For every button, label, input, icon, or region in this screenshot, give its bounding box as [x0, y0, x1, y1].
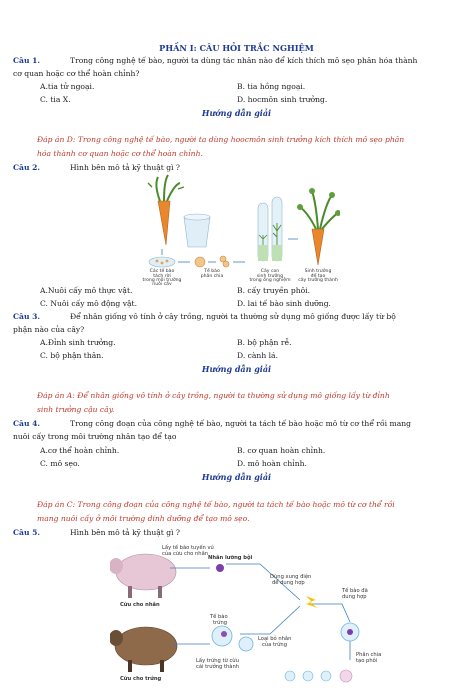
q4-option-c: C. mô sẹo.	[40, 459, 80, 468]
q1-text-line2: cơ quan hoặc cơ thể hoàn chỉnh?	[13, 69, 140, 78]
q1-answer-line1: Đáp án D: Trong công nghệ tế bào, người ta dùng hoocmôn sinh trưởng kích thích mô sẹo phân	[37, 135, 405, 144]
fig5-label-8: Cừu cho nhân	[120, 602, 160, 608]
fig5-label-14: tạo phôi	[356, 658, 378, 664]
q5-number: Câu 5.	[13, 528, 41, 537]
q3-guide-heading: Hướng dẫn giải	[201, 364, 272, 374]
q4-guide-heading: Hướng dẫn giải	[201, 472, 272, 482]
q3-text-line1: Để nhân giống vô tính ở cây trồng, người ta thường sử dụng mô giống được lấy từ bộ	[70, 312, 396, 321]
fig5-label-16: cái trưởng thành	[196, 664, 240, 670]
culture-dish-illustration	[184, 214, 210, 247]
fig2-caption-9: trong ống nghiệm	[249, 278, 291, 283]
test-tube-illustration	[258, 197, 282, 261]
fig2-caption-4: nuôi cấy	[152, 282, 172, 285]
nucleus-donor-sheep-illustration	[110, 554, 176, 598]
q2-option-a: A.Nuôi cấy mô thực vật.	[40, 286, 133, 295]
q3-option-d: D. cành lá.	[237, 351, 278, 360]
q3-number: Câu 3.	[13, 312, 41, 321]
egg-donor-sheep-illustration	[110, 627, 177, 672]
q3-answer-line2: sinh trưởng cậu cây.	[37, 405, 115, 414]
mature-carrot-plant-illustration	[297, 188, 340, 265]
fig5-label-10: trứng	[213, 620, 228, 626]
fig5-label-15: Lấy trứng từ cừu	[196, 658, 239, 664]
q4-option-a: A.cơ thể hoàn chỉnh.	[40, 446, 120, 455]
q2-option-c: C. Nuôi cấy mô động vật.	[40, 299, 137, 308]
fig5-label-3: Nhân lưỡng bội	[208, 555, 253, 561]
embryo-cells-illustration	[285, 670, 352, 682]
dividing-cells-illustration	[195, 256, 245, 267]
egg-cell-illustration	[212, 626, 253, 651]
fig5-label-12: của trứng	[262, 642, 288, 648]
q4-text-line2: nuôi cấy trong môi trường nhân tạo để tạo	[13, 432, 177, 441]
fig2-caption-12: cây trưởng thành	[298, 278, 338, 283]
q2-text: Hình bên mô tả kỹ thuật gì ?	[70, 163, 180, 172]
electric-pulse-icon	[306, 596, 318, 608]
q1-number: Câu 1.	[13, 56, 41, 65]
q4-answer-line2: mang nuôi cấy ở môi trường dinh dưỡng để tạo mô sẹo.	[37, 514, 250, 523]
q2-option-b: B. cấy truyền phôi.	[237, 286, 311, 295]
q4-option-b: B. cơ quan hoàn chỉnh.	[237, 446, 326, 455]
q1-guide-heading: Hướng dẫn giải	[201, 108, 272, 118]
q3-option-b: B. bộ phận rễ.	[237, 338, 292, 347]
fig2-caption-10: Sinh trưởng	[304, 269, 332, 274]
carrot-illustration	[148, 175, 184, 245]
fig2-caption-6: phân chia	[200, 274, 224, 279]
q4-option-d: D. mô hoàn chỉnh.	[237, 459, 307, 468]
fig2-caption-3: trong môi trường	[142, 278, 182, 283]
fig5-label-1: Lấy tế bào tuyến vú	[162, 545, 214, 551]
q2-option-d: D. lai tế bào sinh dưỡng.	[237, 299, 331, 308]
q3-option-c: C. bộ phận thân.	[40, 351, 104, 360]
fig5-label-13: Phân chia	[356, 652, 382, 658]
fig2-caption-2: tách rời	[153, 274, 171, 279]
fig5-label-6: Tế bào đã	[342, 588, 368, 594]
fig5-label-2: của cừu cho nhân	[162, 551, 209, 557]
q1-text-line1: Trong công nghệ tế bào, người ta dùng tác nhân nào để kích thích mô sẹo phân hóa thành	[70, 56, 418, 65]
q1-option-c: C. tia X.	[40, 95, 71, 104]
q1-answer-line2: hóa thành cơ quan hoặc cơ thể hoàn chỉnh.	[37, 149, 203, 158]
fig2-caption-5: Tế bào	[204, 269, 220, 274]
q4-answer-line1: Đáp án C: Trong công đoạn của công nghệ tế bào, người ta tách tế bào hoặc mô từ cơ thể rồi	[37, 500, 395, 509]
fig2-caption-1: Các tế bào	[149, 269, 175, 274]
cell-suspension-illustration	[149, 249, 175, 267]
q1-option-d: D. hocmôn sinh trưởng.	[237, 95, 328, 104]
q5-text: Hình bên mô tả kỹ thuật gì ?	[70, 528, 180, 537]
fig5-label-17: Cừu cho trứng	[120, 676, 162, 682]
nucleus-cell-illustration	[216, 564, 224, 572]
fig2-caption-7: Cây con	[260, 269, 280, 274]
q2-number: Câu 2.	[13, 163, 41, 172]
q3-answer-line1: Đáp án A: Để nhân giống vô tính ở cây trồng, người ta thường sử dụng mô giống lấy từ đỉnh	[37, 391, 390, 400]
fig2-caption-11: để tạo	[310, 274, 326, 279]
fig5-label-4: Dùng xung điện	[270, 574, 312, 580]
fig5-label-5: để dung hợp	[272, 580, 305, 586]
q4-text-line1: Trong công đoạn của công nghệ tế bào, người ta tách tế bào hoặc mô từ cơ thể rồi mang	[70, 419, 411, 428]
fig2-caption-8: sinh trưởng	[256, 274, 284, 279]
q3-option-a: A.Đỉnh sinh trưởng.	[40, 338, 116, 347]
fig5-label-9: Tế bào	[210, 614, 228, 620]
plant-tissue-culture-figure	[140, 173, 340, 285]
q1-option-b: B. tia hồng ngoại.	[237, 82, 306, 91]
fig5-label-11: Loại bỏ nhân	[258, 636, 292, 642]
q4-number: Câu 4.	[13, 419, 41, 428]
animal-cloning-figure	[110, 540, 400, 688]
fused-cell-illustration	[341, 623, 359, 641]
q1-option-a: A.tia tử ngoại.	[40, 82, 95, 91]
fig5-label-7: dung hợp	[342, 594, 367, 600]
q3-text-line2: phận nào của cây?	[13, 325, 85, 334]
part-title: PHẦN I: CÂU HỎI TRẮC NGHIỆM	[159, 43, 314, 53]
